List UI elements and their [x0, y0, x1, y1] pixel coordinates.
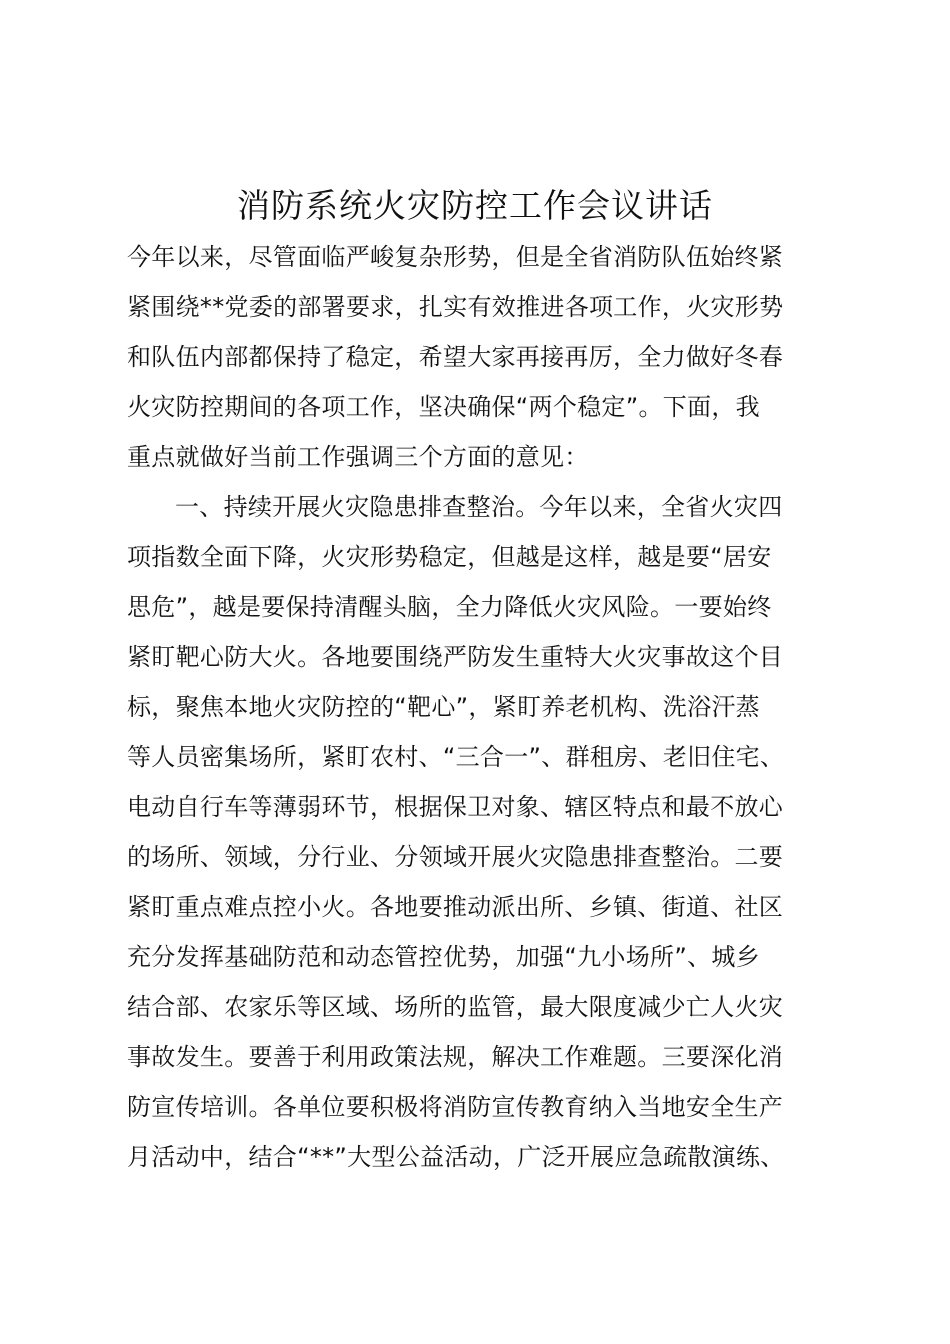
text-line: 防宣传培训。各单位要积极将消防宣传教育纳入当地安全生产 [127, 1093, 784, 1121]
text-line: 等人员密集场所，紧盯农村、“三合一”、群租房、老旧住宅、 [127, 743, 785, 771]
text-line: 思危”，越是要保持清醒头脑，全力降低火灾风险。一要始终 [127, 593, 772, 621]
text-line: 事故发生。要善于利用政策法规，解决工作难题。三要深化消 [127, 1043, 784, 1071]
text-line: 紧盯重点难点控小火。各地要推动派出所、乡镇、街道、社区 [127, 893, 784, 921]
text-line: 电动自行车等薄弱环节，根据保卫对象、辖区特点和最不放心 [127, 793, 784, 821]
text-line: 火灾防控期间的各项工作，坚决确保“两个稳定”。下面，我 [127, 393, 760, 421]
text-line: 充分发挥基础防范和动态管控优势，加强“九小场所”、城乡 [127, 943, 760, 971]
text-line: 结合部、农家乐等区域、场所的监管，最大限度减少亡人火灾 [127, 993, 784, 1021]
paragraph-section-one [127, 482, 847, 1182]
text-line: 月活动中，结合“**”大型公益活动，广泛开展应急疏散演练、 [127, 1143, 785, 1171]
text-line: 重点就做好当前工作强调三个方面的意见： [127, 443, 589, 471]
paragraph-intro [127, 232, 847, 482]
text-line: 紧围绕**党委的部署要求，扎实有效推进各项工作，火灾形势 [127, 293, 784, 321]
text-line: 紧盯靶心防大火。各地要围绕严防发生重特大火灾事故这个目 [127, 643, 784, 671]
text-line: 标，聚焦本地火灾防控的“靶心”，紧盯养老机构、洗浴汗蒸 [127, 693, 760, 721]
text-line: 今年以来，尽管面临严峻复杂形势，但是全省消防队伍始终紧 [127, 243, 784, 271]
text-line: 项指数全面下降，火灾形势稳定，但越是这样，越是要“居安 [127, 543, 772, 571]
text-line: 的场所、领域，分行业、分领域开展火灾隐患排查整治。二要 [127, 843, 784, 871]
document-body [127, 232, 847, 1182]
text-line: 和队伍内部都保持了稳定，希望大家再接再厉，全力做好冬春 [127, 343, 784, 371]
document-title: 消防系统火灾防控工作会议讲话 [237, 186, 713, 225]
text-line: 一、持续开展火灾隐患排查整治。今年以来，全省火灾四 [175, 493, 783, 521]
